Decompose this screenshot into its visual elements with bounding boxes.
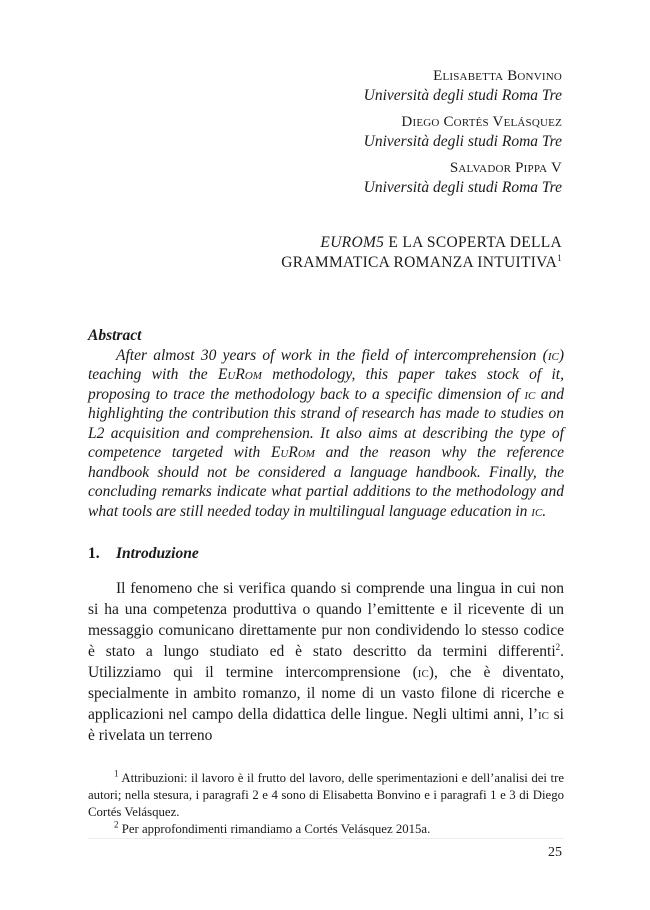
footnote-text: Attribuzioni: il lavoro è il frutto del lavoro, delle sperimentazioni e dell’analisi dei tre autori; nella stesura, i paragrafi 2 e 4 sono di Elisabetta Bonvino e i paragrafi 1 e 3 di Diego Cortés Velásquez. xyxy=(88,771,565,819)
abstract-text-run: and the reason why the reference handbook should not be considered a language handbook. Finally, the concluding remarks indicate what partial additions to the methodology and what tools are still needed today in multilingual language education in xyxy=(88,444,565,520)
footnote xyxy=(88,821,564,838)
abbreviation-eurom: EuRom xyxy=(217,366,262,383)
title-line-2-text: GRAMMATICA ROMANZA INTUITIVA xyxy=(281,254,558,271)
abstract-text xyxy=(88,346,564,522)
footnote xyxy=(88,770,564,821)
abstract-section xyxy=(88,326,564,521)
author-name: Diego Cortés Velásquez xyxy=(401,114,562,130)
body-text-run: ), che è diventato, specialmente in ambito romanzo, il nome di un vasto filone di ricerche e applicazioni nel campo della didattica delle lingue. Negli ultimi anni, l’ xyxy=(88,664,564,723)
abbreviation-eurom: EuRom xyxy=(270,444,315,461)
author-entry xyxy=(142,112,562,152)
author-block xyxy=(142,66,562,204)
author-entry xyxy=(142,66,562,106)
body-text-run: . Utilizziamo qui il termine intercomprensione ( xyxy=(88,643,564,681)
abstract-text-run: and highlighting the contribution this strand of research has made to studies on L2 acquisition and comprehension. It also aims at describing the type of competence targeted with xyxy=(88,385,565,461)
title-footnote-mark: 1 xyxy=(557,252,562,263)
footer-divider xyxy=(88,838,564,839)
author-affiliation: Università degli studi Roma Tre xyxy=(363,87,562,104)
page-number: 25 xyxy=(548,845,562,860)
abbreviation-ic: ic xyxy=(524,385,536,403)
abbreviation-ic: ic xyxy=(417,664,429,681)
section-number: 1. xyxy=(88,545,100,562)
author-affiliation: Università degli studi Roma Tre xyxy=(363,179,562,196)
footnote-mark: 1 xyxy=(114,768,119,779)
title-line-2 xyxy=(142,253,562,273)
abstract-text-run: . xyxy=(542,502,547,520)
abbreviation-ic: ic xyxy=(531,502,543,520)
paper-title xyxy=(142,233,562,273)
abstract-text-run: ) teaching with the xyxy=(88,346,564,383)
footnote-mark: 2 xyxy=(114,819,119,830)
author-name: Salvador Pippa V xyxy=(449,160,562,176)
body-paragraph xyxy=(88,578,564,746)
footnote-text: Per approfondimenti rimandiamo a Cortés Velásquez 2015a. xyxy=(121,822,431,836)
author-affiliation: Università degli studi Roma Tre xyxy=(363,133,562,150)
section-heading xyxy=(88,545,199,563)
title-line-1-text: E LA SCOPERTA DELLA xyxy=(384,234,562,251)
author-entry xyxy=(142,158,562,198)
author-name: Elisabetta Bonvino xyxy=(433,68,562,84)
footnote-reference[interactable]: 2 xyxy=(555,641,561,652)
title-project-name: EUROM5 xyxy=(320,234,385,251)
abstract-text-run: methodology, this paper takes stock of it, proposing to trace the methodology back to a specific dimension of xyxy=(88,366,564,403)
footnotes xyxy=(88,770,564,838)
abstract-heading: Abstract xyxy=(88,327,142,344)
body-text-run: si è rivelata un terreno xyxy=(88,706,564,744)
abstract-text-run: After almost 30 years of work in the field of intercomprehension ( xyxy=(116,346,548,364)
title-line-1 xyxy=(142,233,562,253)
abbreviation-ic: ic xyxy=(538,706,550,723)
body-text-run: Il fenomeno che si verifica quando si comprende una lingua in cui non si ha una competenza produttiva o quando l’emittente e il ricevente di un messaggio comunicano direttamente pur non condividendo lo stesso codice è stato a lungo studiato ed è stato descritto da termini differenti xyxy=(88,580,564,660)
section-title: Introduzione xyxy=(116,545,199,562)
abbreviation-ic: ic xyxy=(547,346,559,364)
